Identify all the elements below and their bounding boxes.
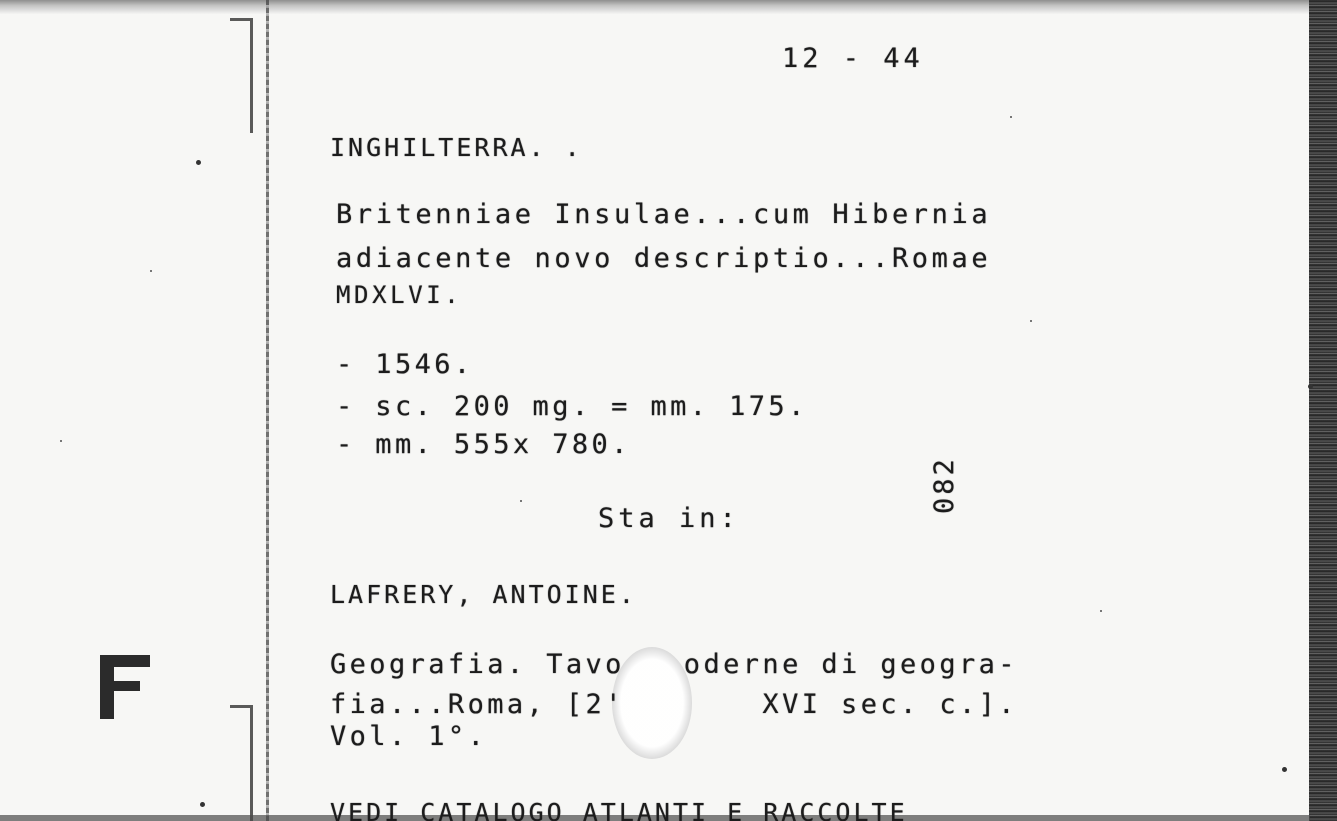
speck	[1100, 610, 1102, 612]
title-line: Britenniae Insulae...cum Hibernia	[336, 199, 992, 230]
title-line: MDXLVI.	[336, 281, 463, 309]
speck	[1010, 116, 1012, 118]
sta-in-label: Sta in:	[598, 503, 740, 534]
speck	[150, 270, 152, 272]
detail-line: - mm. 555x 780.	[336, 429, 631, 460]
margin-mark	[100, 655, 150, 719]
speck	[520, 500, 522, 502]
source-line: Geografia. Tavo oderne di geogra-	[330, 649, 1018, 680]
detail-line: - 1546.	[336, 349, 474, 380]
title-line: adiacente novo descriptio...Romae	[336, 243, 992, 274]
top-edge-shadow	[0, 0, 1337, 14]
binding-bracket-bottom	[230, 705, 253, 821]
card-heading: INGHILTERRA. .	[330, 133, 583, 162]
source-line: Vol. 1°.	[330, 721, 488, 752]
speck	[1030, 320, 1032, 322]
margin-mark-bar-top	[100, 655, 150, 667]
ink-dot	[1308, 384, 1313, 389]
ink-dot	[200, 802, 205, 807]
ink-dot	[1282, 767, 1287, 772]
stamp-number: 082	[929, 456, 960, 514]
margin-mark-bar-middle	[100, 681, 140, 691]
right-edge-shadow	[1309, 0, 1337, 821]
detail-line: - sc. 200 mg. = mm. 175.	[336, 391, 808, 422]
page-number: 12 - 44	[782, 43, 924, 74]
binding-margin-line	[266, 0, 269, 821]
footer-line: VEDI CATALOGO ATLANTI E RACCOLTE	[330, 798, 908, 821]
author-line: LAFRERY, ANTOINE.	[330, 580, 637, 609]
source-line: fia...Roma, [2' XVI sec. c.].	[330, 689, 1018, 720]
ink-dot	[196, 160, 201, 165]
speck	[60, 440, 62, 442]
binding-bracket-top	[230, 18, 253, 133]
